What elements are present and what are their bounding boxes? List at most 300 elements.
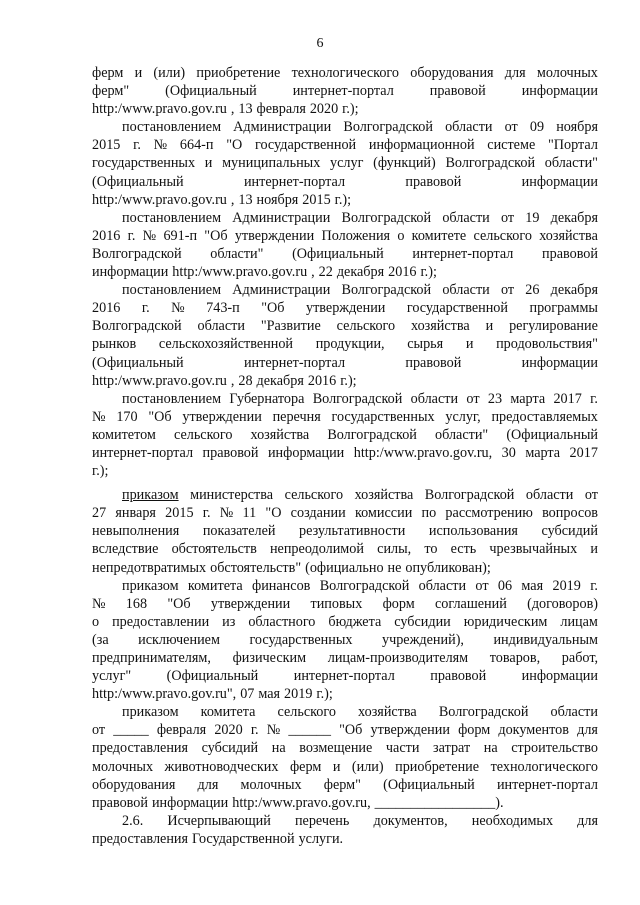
word: комиссии [354, 505, 413, 522]
word: хозяйства [539, 227, 598, 244]
paragraph [92, 64, 598, 118]
word: области [418, 577, 467, 594]
text-line [92, 830, 598, 848]
word: "Об [261, 300, 285, 317]
word: затрат [433, 740, 471, 757]
word: части [385, 740, 420, 757]
word: утверждении [234, 227, 315, 244]
word: 743-п [206, 300, 240, 317]
word: сельского [284, 487, 344, 504]
word: чрезвычайных [489, 541, 578, 558]
word: услуги. [298, 830, 344, 847]
word: продовольствия" [496, 336, 598, 353]
word: непредотвратимых [92, 559, 207, 576]
word: постановлением [122, 209, 222, 226]
word: № [92, 408, 106, 425]
word: молочных [92, 758, 154, 775]
word: Администрации [232, 209, 331, 226]
word: , [230, 191, 235, 208]
text-line [92, 245, 598, 263]
word: г. [202, 505, 211, 522]
word: исключением [138, 631, 220, 648]
text-line [92, 136, 598, 154]
word: учреждений), [381, 631, 464, 648]
word: декабря [256, 372, 304, 389]
word: ноября [256, 191, 299, 208]
word: декабря [550, 282, 598, 299]
word: (или) [153, 65, 186, 81]
word: г. [590, 390, 598, 407]
word: для [197, 776, 219, 793]
text-line [92, 631, 598, 649]
word: , [230, 372, 235, 389]
word: февраля [156, 722, 207, 739]
word: документов, [373, 812, 448, 829]
word: 27 [92, 505, 107, 522]
word: _____ [113, 722, 149, 739]
word: хозяйства [411, 318, 470, 335]
text-line [92, 794, 598, 812]
word: Волгоградской [341, 209, 432, 226]
word: бюджета [328, 613, 382, 630]
word: информации [267, 444, 345, 461]
text-line [92, 426, 598, 444]
word: на [271, 740, 286, 757]
word: комитетом [92, 426, 156, 443]
word: приказом [122, 704, 179, 721]
word: непреодолимой [269, 541, 364, 558]
paragraph [92, 390, 598, 480]
text-line [92, 281, 598, 299]
word: комитета [187, 577, 243, 594]
word: № [266, 722, 281, 739]
word: области [550, 704, 598, 721]
word: и [485, 318, 494, 335]
text-line [92, 64, 598, 82]
word: обстоятельств [171, 541, 257, 558]
word: услуг" [92, 668, 132, 685]
text-line [92, 577, 598, 595]
word: от [504, 119, 518, 136]
word: технологического [490, 758, 598, 775]
text-line [92, 444, 598, 462]
word: интернет-портал [243, 354, 346, 371]
word: от [466, 390, 480, 407]
word: индивидуальным [493, 631, 598, 648]
word: хозяйства [250, 426, 310, 443]
word: 23 [487, 390, 503, 407]
word: области" [435, 426, 489, 443]
word: http:/www.pravo.gov.ru, [232, 794, 371, 811]
word: декабря [336, 264, 385, 281]
word: № [153, 137, 168, 154]
word: февраля [256, 101, 306, 118]
word: http:/www.pravo.gov.ru [172, 264, 308, 281]
text-line [92, 758, 598, 776]
word: областного [248, 613, 316, 630]
word: лицам-производителям [327, 650, 469, 666]
word: от [584, 487, 598, 504]
word: не [387, 559, 402, 576]
word: "О [226, 137, 243, 154]
text-line [92, 100, 598, 118]
word: интернет-портал [292, 83, 394, 100]
word: 691-п [163, 227, 198, 244]
word: от [500, 209, 515, 226]
word: (Официальный [92, 354, 184, 371]
text-line [92, 721, 598, 739]
word: 2019 [284, 686, 313, 703]
word: http:/www.pravo.gov.ru [92, 372, 227, 389]
word: интернет-портал [412, 245, 514, 262]
word: области [445, 119, 493, 136]
word: 06 [497, 577, 513, 594]
word: от [92, 722, 106, 739]
word: использования [428, 523, 518, 540]
word: информационной [368, 137, 475, 154]
word: Исчерпывающий [167, 812, 271, 829]
word: рассмотрению [445, 505, 533, 522]
text-line [92, 372, 598, 390]
word: строительство [511, 740, 598, 757]
word: сельского [277, 704, 336, 721]
word: оборудования [410, 65, 494, 81]
paragraph [92, 577, 598, 704]
word: г.); [342, 101, 359, 118]
word: возмещение [299, 740, 373, 757]
text-line [92, 504, 598, 522]
text-line [92, 522, 598, 540]
word: области" [544, 155, 598, 172]
word: перечня [272, 408, 321, 425]
word: правовой [405, 173, 462, 190]
text-line [92, 82, 598, 100]
word: молочных [536, 65, 598, 81]
word: 19 [525, 209, 540, 226]
text-line [92, 739, 598, 757]
word: сельского [173, 426, 233, 443]
word: 2015 [92, 137, 121, 154]
word: "Об [167, 595, 191, 612]
word: информации [92, 264, 169, 281]
word: невыполнения [92, 523, 180, 540]
text-line [92, 408, 598, 426]
word: форм [458, 722, 491, 739]
word: г. [590, 577, 598, 594]
word: государственных [249, 631, 353, 648]
word: услуг [330, 155, 364, 172]
word: хозяйства [358, 704, 417, 721]
word: 664-п [179, 137, 214, 154]
word: утверждении [210, 595, 291, 612]
word: г. [250, 722, 259, 739]
text-line [92, 812, 598, 830]
word: государственных [331, 408, 435, 425]
word: интернет-портал [293, 668, 395, 685]
word: Государственной [192, 830, 295, 847]
word: приказом [122, 577, 179, 594]
word: Положения [321, 227, 391, 244]
word: животноводческих [164, 758, 279, 775]
word: и [465, 336, 474, 353]
paragraph [92, 486, 598, 576]
text-line [92, 263, 598, 281]
word: , [311, 264, 315, 281]
text-line [92, 667, 598, 685]
word: (функций) [373, 155, 436, 172]
paragraph [92, 812, 598, 848]
word: то [424, 541, 438, 558]
word: информации [521, 83, 598, 100]
text-line [92, 595, 598, 613]
word: января [115, 505, 156, 522]
text-line [92, 227, 598, 245]
word: утверждении [305, 300, 386, 317]
word: для [577, 812, 598, 829]
word: 28 [238, 372, 253, 389]
word: правовой [405, 354, 462, 371]
word: 22 [318, 264, 333, 281]
word: физическим [232, 650, 307, 666]
word: г. [133, 137, 141, 154]
word: приобретение [196, 65, 281, 81]
word: работ, [561, 650, 598, 666]
word: Волгоградской [92, 245, 182, 262]
text-line [92, 613, 598, 631]
word: 2016 [307, 372, 337, 389]
word: мая [521, 577, 544, 594]
word: государственной [406, 300, 508, 317]
word: 2016 [92, 300, 121, 317]
text-line [92, 685, 598, 703]
word: ферм [289, 758, 322, 775]
word: утверждении [370, 722, 450, 739]
word: (официально [305, 559, 384, 576]
word: услуг, [445, 408, 481, 425]
text-line [92, 299, 598, 317]
word: марта [510, 390, 546, 407]
word: 2019 [552, 577, 581, 594]
word: г. [141, 300, 150, 317]
word: министерства [190, 487, 274, 504]
word: области [442, 209, 490, 226]
word: "Портал [548, 137, 598, 154]
word: комитете [411, 227, 467, 244]
word: сельского [336, 318, 396, 335]
word: информации [521, 173, 598, 190]
text-line [92, 462, 598, 480]
word: правовой [430, 668, 487, 685]
word: документов [498, 722, 569, 739]
word: , [230, 101, 235, 118]
word: http:/www.pravo.gov.ru [92, 191, 227, 208]
text-line [92, 191, 598, 209]
word: результативности [299, 523, 406, 540]
word: от [500, 282, 515, 299]
word: утверждении [182, 408, 262, 425]
word: 2016 [388, 264, 417, 281]
word: по [421, 505, 437, 522]
word: 30 [501, 444, 516, 461]
word: программы [529, 300, 598, 317]
word: г.); [316, 686, 333, 703]
text-line [92, 776, 598, 794]
word: технологического [291, 65, 399, 81]
word: (за [92, 631, 109, 648]
word: "О [265, 505, 282, 522]
word: вследствие [92, 541, 159, 558]
word: интернет-портал [92, 444, 194, 461]
word: предоставлении [112, 613, 210, 630]
word: _________________). [374, 794, 504, 811]
word: (или) [351, 758, 384, 775]
paragraph [92, 209, 598, 281]
word: 2015 [302, 191, 331, 208]
text-line [92, 354, 598, 372]
word: вопросов [542, 505, 598, 522]
word: г.); [420, 264, 437, 281]
word: Волгоградской [319, 577, 410, 594]
word: Администрации [233, 119, 332, 136]
word: информации [521, 668, 598, 685]
word: регулирование [509, 318, 598, 335]
word: постановлением [122, 390, 222, 407]
word: ферм" [92, 83, 130, 100]
word: оборудования [92, 776, 176, 793]
word: ферм" [323, 776, 361, 793]
text-line [92, 649, 598, 667]
word: молочных [240, 776, 302, 793]
word: субсидий [201, 740, 259, 757]
word: и [204, 155, 213, 172]
word: хозяйства [354, 487, 414, 504]
paragraph [92, 281, 598, 390]
word: 168 [125, 595, 148, 612]
word: 2016 [92, 227, 121, 244]
word: № [92, 595, 106, 612]
document-body [92, 64, 598, 848]
word: г.); [340, 372, 357, 389]
word: 11 [242, 505, 257, 522]
word: г.); [334, 191, 352, 208]
word: информации [151, 794, 229, 811]
word: 13 [238, 191, 253, 208]
word: № [142, 227, 157, 244]
word: "Об [339, 722, 363, 739]
word: марта [525, 444, 561, 461]
word: о [397, 227, 405, 244]
word: предоставления [92, 830, 189, 847]
word: для [577, 722, 598, 739]
word: Волгоградской [343, 119, 433, 136]
word: рынков [92, 336, 137, 353]
word: приобретение [395, 758, 480, 775]
word: мая [258, 686, 281, 703]
word: Волгоградской [327, 426, 417, 443]
word: постановлением [122, 119, 222, 136]
word: продукции, [315, 336, 385, 353]
word: из [222, 613, 236, 630]
word: создании [290, 505, 346, 522]
word: правовой [542, 245, 598, 262]
word: муниципальных [222, 155, 321, 172]
word: государственной [255, 137, 357, 154]
word: информации [521, 354, 598, 371]
word: для [504, 65, 526, 81]
word: области [525, 487, 574, 504]
page-number: 6 [316, 36, 324, 51]
word: (договоров) [527, 595, 598, 612]
word: (Официальный [165, 83, 257, 100]
word: 07 [240, 686, 255, 703]
word: силы, [377, 541, 412, 558]
text-line [92, 209, 598, 227]
word: области [197, 318, 245, 335]
word: 2017 [569, 444, 598, 461]
word: показателей [202, 523, 276, 540]
word: финансов [252, 577, 311, 594]
word: субсидий [541, 523, 598, 540]
word: Волгоградской [438, 704, 529, 721]
word: http:/www.pravo.gov.ru", [92, 686, 237, 703]
word: и [590, 541, 598, 558]
word: http:/www.pravo.gov.ru, [353, 444, 493, 461]
word: от [475, 577, 489, 594]
word: г.); [92, 463, 109, 480]
word: интернет-портал [496, 776, 598, 793]
word: опубликован); [405, 559, 491, 576]
text-line [92, 154, 598, 172]
word: области" [210, 245, 264, 262]
word: декабря [550, 209, 598, 226]
word: 2.6. [122, 812, 144, 829]
word: г. [127, 227, 136, 244]
word: перечень [294, 812, 350, 829]
text-line [92, 118, 598, 136]
word: необходимых [471, 812, 554, 829]
word: (Официальный [166, 668, 259, 685]
word: правовой [202, 444, 259, 461]
word: области [442, 282, 490, 299]
word: субсидии [394, 613, 451, 630]
word: правовой [92, 794, 148, 811]
word: 09 [529, 119, 545, 136]
word: лицам [560, 613, 598, 630]
text-line [92, 317, 598, 335]
word: 2017 [553, 390, 582, 407]
word: и [332, 758, 341, 775]
word: ноября [556, 119, 598, 136]
word: сырья [407, 336, 444, 353]
word: (Официальный [506, 426, 598, 443]
word: "Об [204, 227, 228, 244]
text-line [92, 335, 598, 353]
word: Волгоградской [341, 282, 432, 299]
word: (Официальный [383, 776, 475, 793]
word: есть [450, 541, 477, 558]
word: типовых [310, 595, 363, 612]
word: ______ [288, 722, 331, 739]
word: системе [487, 137, 536, 154]
word: 13 [238, 101, 253, 118]
word: соглашений [434, 595, 507, 612]
paragraph [92, 118, 598, 208]
word: Волгоградской [92, 318, 182, 335]
word: обстоятельств" [210, 559, 302, 576]
text-line [92, 173, 598, 191]
word: "Об [148, 408, 172, 425]
text-line [92, 703, 598, 721]
